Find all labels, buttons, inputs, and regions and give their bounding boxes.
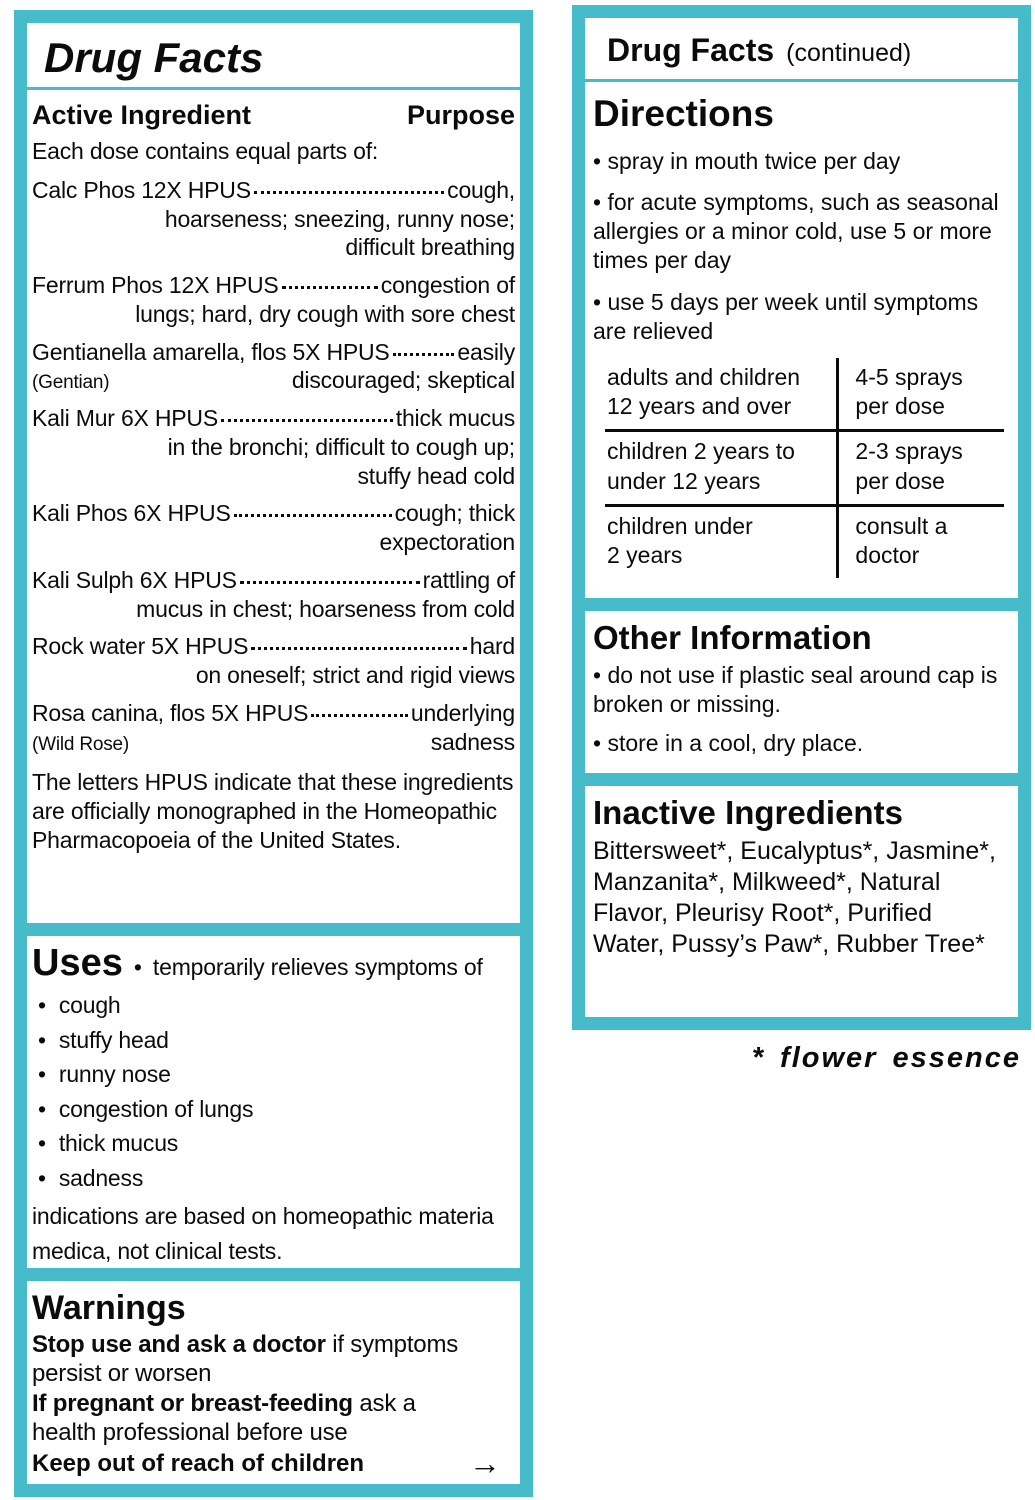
bullet-glyph: • — [593, 730, 602, 757]
directions-panel — [585, 18, 1018, 598]
keep-out-of-reach-label: Keep out of reach of children — [32, 1449, 365, 1477]
uses-list-item — [38, 1057, 515, 1092]
continue-arrow-icon: → — [469, 1445, 501, 1482]
directions-bullet-text: spray in mouth twice per day — [607, 147, 901, 174]
directions-bullet — [593, 188, 1010, 276]
active-ingredient-panel — [27, 23, 520, 923]
drug-facts-continued-title: Drug Facts — [607, 32, 775, 68]
header-divider — [27, 87, 520, 90]
ingredient-entry — [32, 338, 515, 396]
dosage-amount-line: doctor — [855, 541, 920, 568]
warning-bold: If pregnant or breast-feeding — [32, 1389, 353, 1417]
warnings-panel — [27, 1281, 520, 1484]
drug-facts-continued-header — [607, 32, 1010, 69]
other-information-text: store in a cool, dry place. — [607, 730, 864, 757]
bullet-glyph: • — [593, 661, 602, 688]
ingredient-name: Ferrum Phos 12X HPUS — [32, 272, 279, 299]
warning-rest: if symptoms — [325, 1331, 459, 1359]
uses-intro: temporarily relieves symptoms of — [152, 954, 483, 980]
uses-panel — [27, 936, 520, 1268]
warning-pregnant-line2: health professional before use — [32, 1418, 348, 1446]
dose-intro: Each dose contains equal parts of: — [32, 138, 379, 165]
ingredient-line — [32, 699, 515, 728]
dotted-leader — [282, 286, 378, 289]
warning-rest: ask a — [352, 1389, 416, 1417]
ingredient-purpose: cough; thick — [394, 500, 515, 527]
dosage-group-cell — [605, 507, 836, 578]
directions-title: Directions — [593, 93, 774, 134]
dosage-amount-line: 4-5 sprays — [855, 363, 963, 390]
ingredient-name: Calc Phos 12X HPUS — [32, 176, 251, 203]
active-ingredient-heading: Active Ingredient — [32, 100, 252, 131]
dotted-leader — [221, 419, 393, 422]
flower-essence-footnote: * flower essence — [751, 1042, 1021, 1074]
ingredient-common-name: (Wild Rose) — [32, 733, 130, 755]
dosage-group-line: under 12 years — [607, 467, 761, 494]
bullet-glyph: • — [593, 147, 602, 174]
ingredient-name: Rock water 5X HPUS — [32, 633, 249, 660]
dotted-leader — [240, 581, 420, 584]
ingredient-purpose: hard — [469, 633, 515, 660]
purpose-continuation-row — [32, 728, 515, 757]
uses-item-label: thick mucus — [58, 1130, 179, 1156]
directions-bullet-text: use 5 days per week until symptoms are relieved — [593, 288, 979, 344]
ingredient-line — [32, 404, 515, 433]
bullet-glyph: • — [593, 188, 602, 215]
other-information-text: do not use if plastic seal around cap is broken or missing. — [593, 661, 998, 718]
uses-list-item — [38, 1092, 515, 1127]
inactive-ingredients-title: Inactive Ingredients — [593, 794, 903, 831]
ingredient-line — [32, 499, 515, 528]
ingredient-name: Rosa canina, flos 5X HPUS — [32, 699, 309, 726]
uses-note: indications are based on homeopathic materia medica, not clinical tests. — [32, 1203, 494, 1264]
ingredient-entry — [32, 176, 515, 262]
keep-out-of-reach-row — [32, 1445, 515, 1482]
ingredient-entry — [32, 699, 515, 757]
ingredient-line — [32, 176, 515, 205]
dotted-leader — [234, 514, 392, 517]
left-panel-group — [14, 10, 533, 1497]
inactive-ingredients-list: Bittersweet*, Eucalyptus*, Jasmine*, Manzanita*, Milkweed*, Natural Flavor, Pleurisy Root*, Purified Water, Pussy’s Paw*, Rubber Tree* — [593, 836, 996, 958]
dotted-leader — [393, 353, 455, 356]
dosage-group-cell — [605, 432, 836, 503]
ingredient-line — [32, 338, 515, 367]
ingredient-purpose: underlying — [410, 699, 515, 726]
warning-pregnant-line — [32, 1389, 515, 1418]
ingredient-purpose: congestion of — [380, 272, 515, 299]
ingredient-entry — [32, 271, 515, 329]
ingredient-purpose: thick mucus — [395, 405, 515, 432]
other-information-bullet — [593, 661, 1010, 719]
uses-item-label: sadness — [58, 1164, 144, 1191]
bullet-glyph: • — [38, 1164, 46, 1191]
purpose-continuation: on oneself; strict and rigid views — [195, 662, 515, 689]
dosage-amount-line: per dose — [855, 467, 945, 494]
dosage-group-line: children 2 years to — [607, 438, 795, 465]
directions-bullet — [593, 147, 1010, 176]
ingredient-entry — [32, 566, 515, 624]
purpose-continuation: sadness — [430, 728, 515, 755]
uses-list-item — [38, 1126, 515, 1161]
ingredient-purpose: easily — [457, 338, 515, 365]
bullet-glyph: • — [38, 1130, 46, 1156]
dosage-table — [605, 358, 1004, 578]
uses-item-label: cough — [58, 992, 121, 1018]
dosage-table-row — [605, 429, 1004, 503]
purpose-continuation: expectoration — [379, 529, 515, 556]
purpose-continuation: hoarseness; sneezing, runny nose; — [164, 205, 515, 232]
ingredient-purpose: cough, — [447, 176, 515, 203]
ingredient-line — [32, 271, 515, 300]
purpose-continuation: stuffy head cold — [357, 462, 515, 489]
purpose-continuation: in the bronchi; difficult to cough up; — [167, 433, 515, 460]
right-panel-group — [572, 5, 1031, 1030]
dotted-leader — [254, 191, 444, 194]
ingredient-common-name: (Gentian) — [32, 372, 110, 394]
purpose-heading: Purpose — [406, 100, 515, 131]
ingredient-name: Gentianella amarella, flos 5X HPUS — [32, 338, 390, 365]
dosage-table-row — [605, 504, 1004, 578]
bullet-glyph: • — [38, 992, 46, 1018]
dosage-amount-line: 2-3 sprays — [855, 438, 963, 465]
uses-item-label: stuffy head — [58, 1026, 169, 1053]
bullet-glyph: • — [38, 1095, 46, 1122]
ingredient-entry — [32, 499, 515, 557]
ingredient-line — [32, 632, 515, 661]
purpose-continuation: difficult breathing — [345, 234, 515, 261]
dotted-leader — [251, 647, 467, 650]
bullet-glyph: • — [133, 954, 142, 980]
inactive-ingredients-panel — [585, 786, 1018, 1017]
uses-title: Uses — [32, 942, 123, 984]
dosage-table-row — [605, 358, 1004, 429]
dotted-leader — [311, 714, 408, 717]
other-information-panel — [585, 611, 1018, 773]
uses-list-item — [38, 1023, 515, 1058]
warning-bold: Stop use and ask a doctor — [32, 1331, 326, 1359]
dosage-amount-cell — [836, 432, 1004, 503]
ingredient-name: Kali Sulph 6X HPUS — [32, 566, 237, 593]
dosage-group-line: 2 years — [607, 541, 683, 568]
active-ingredient-body — [32, 137, 515, 855]
other-information-title: Other Information — [593, 619, 872, 656]
uses-list-item — [38, 1161, 515, 1196]
uses-list-item — [38, 988, 515, 1023]
hpus-note: The letters HPUS indicate that these ingredients are officially monographed in the Homeopathic Pharmacopoeia of the United States. — [32, 769, 514, 853]
ingredient-line — [32, 566, 515, 595]
bullet-glyph: • — [593, 288, 602, 315]
ingredient-entry — [32, 632, 515, 690]
directions-bullet — [593, 288, 1010, 346]
dosage-amount-line: consult a — [855, 512, 948, 539]
drug-facts-title: Drug Facts — [44, 34, 264, 81]
active-ingredient-header-row — [32, 100, 515, 131]
ingredient-purpose: rattling of — [422, 566, 515, 593]
bullet-glyph: • — [38, 1026, 46, 1053]
warning-stop-use-line — [32, 1330, 515, 1359]
dosage-group-line: adults and children — [607, 363, 801, 390]
purpose-continuation: mucus in chest; hoarseness from cold — [136, 595, 515, 622]
dosage-group-line: children under — [607, 512, 753, 539]
purpose-continuation: lungs; hard, dry cough with sore chest — [135, 300, 515, 327]
other-information-bullet — [593, 729, 1010, 758]
warning-stop-use-line2: persist or worsen — [32, 1360, 212, 1388]
continued-label: (continued) — [786, 39, 912, 67]
dosage-amount-cell — [836, 507, 1004, 578]
ingredient-entry — [32, 404, 515, 490]
directions-bullet-text: for acute symptoms, such as seasonal allergies or a minor cold, use 5 or more times per day — [593, 188, 999, 274]
dosage-amount-line: per dose — [855, 393, 945, 420]
warnings-title: Warnings — [32, 1289, 186, 1327]
ingredient-name: Kali Phos 6X HPUS — [32, 500, 231, 527]
header-divider — [585, 79, 1018, 82]
purpose-continuation: discouraged; skeptical — [291, 367, 515, 394]
ingredient-name: Kali Mur 6X HPUS — [32, 405, 218, 432]
dosage-group-cell — [605, 358, 836, 429]
bullet-glyph: • — [38, 1061, 46, 1087]
dosage-amount-cell — [836, 358, 1004, 429]
uses-header-row — [32, 944, 515, 982]
dosage-group-line: 12 years and over — [607, 393, 792, 420]
purpose-continuation-row — [32, 366, 515, 395]
uses-item-label: runny nose — [58, 1061, 171, 1087]
uses-item-label: congestion of lungs — [58, 1095, 254, 1122]
